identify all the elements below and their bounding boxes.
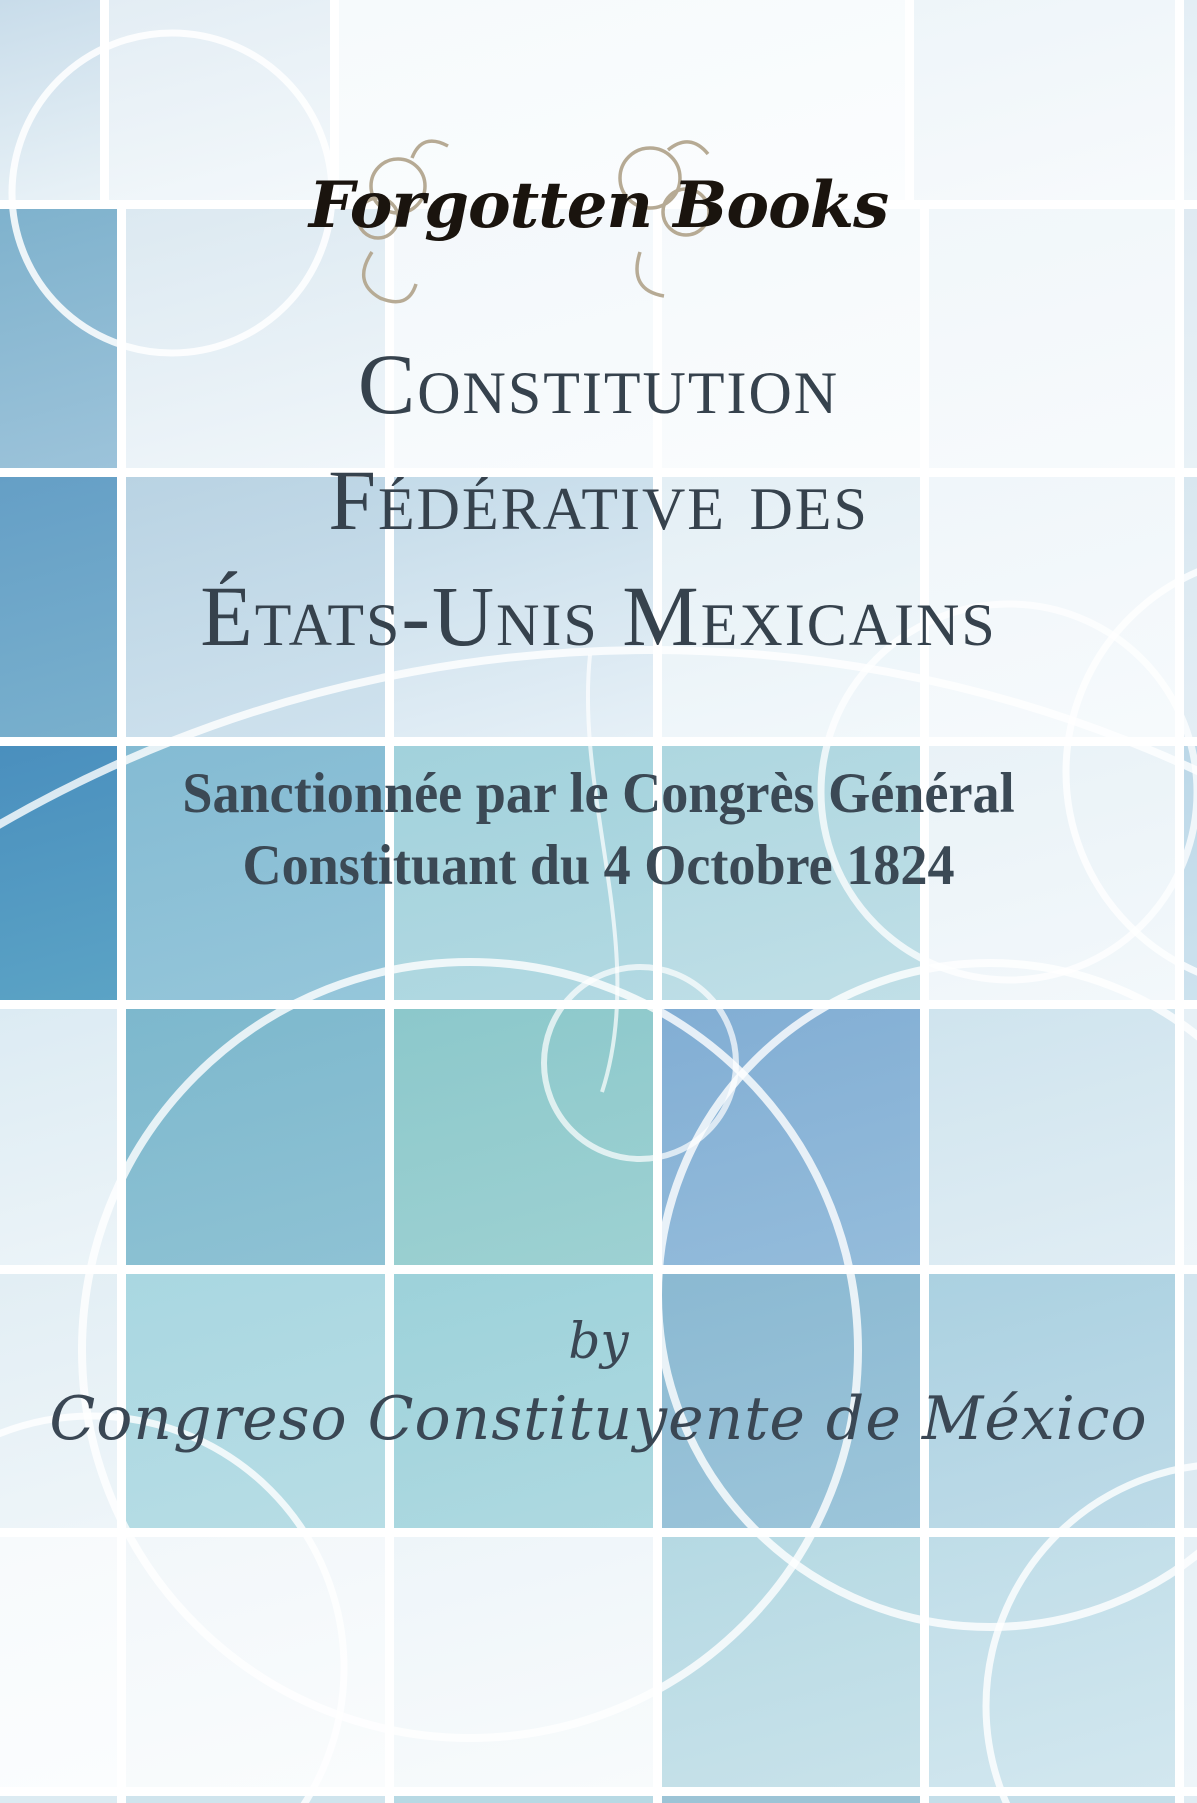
subtitle-line-1: Sanctionnée par le Congrès Général <box>182 762 1015 825</box>
title-line-1: Constitution <box>357 336 840 432</box>
book-title <box>0 326 1197 674</box>
decorative-circle <box>986 1464 1197 1803</box>
subtitle-line-2: Constituant du 4 Octobre 1824 <box>242 834 955 897</box>
decorative-circle <box>0 1416 344 1803</box>
decorative-circle <box>544 967 736 1159</box>
logo-flourish <box>0 0 1197 320</box>
title-line-3: États-Unis Mexicains <box>200 568 997 664</box>
by-label: by <box>568 1312 629 1370</box>
title-line-2: Fédérative des <box>328 452 869 548</box>
author-name: Congreso Constituyente de México <box>49 1384 1148 1454</box>
forgotten-books-logo: Forgotten Books <box>308 168 889 243</box>
book-subtitle <box>30 758 1167 902</box>
